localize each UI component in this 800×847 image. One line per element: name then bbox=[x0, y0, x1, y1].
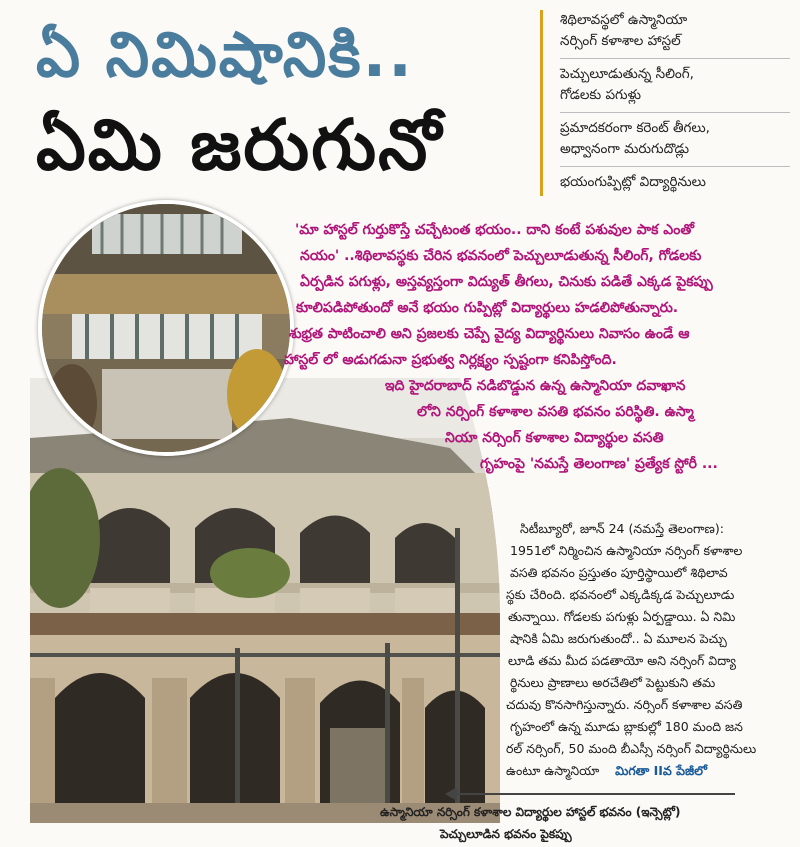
highlight-line: గోడలకు పగుళ్లు bbox=[560, 87, 642, 103]
body-line: వసతి భవనం ప్రస్తుతం పూర్తిస్థాయిలో శిథిలావ bbox=[510, 565, 728, 580]
body-line: రల్ నర్సింగ్, 50 మంది బీఎస్సీ నర్సింగ్ విద్యార్థినులు bbox=[506, 741, 757, 756]
caption-arrow-line bbox=[455, 793, 735, 795]
inset-ceiling-photo bbox=[38, 200, 294, 456]
body-line: షానికి ఏమి జరుగుతుందో.. ఏ మూలన పెచ్చు bbox=[510, 631, 727, 646]
intro-line: ఇది హైదరాబాద్ నడిబొడ్డున ఉన్న ఉస్మానియా దవాఖాన bbox=[385, 378, 686, 394]
body-last-text: ఉంటూ ఉస్మానియా bbox=[506, 763, 600, 778]
highlights-divider bbox=[560, 112, 790, 113]
hostel-building-photo bbox=[30, 378, 500, 823]
highlight-line: అధ్వానంగా మరుగుదొడ్లు bbox=[560, 141, 690, 157]
highlight-line: పెచ్చులూడుతున్న సీలింగ్, bbox=[560, 66, 694, 82]
body-line: చదువు కొనసాగిస్తున్నారు. నర్సింగ్ కళాశాల వసతి bbox=[506, 697, 743, 712]
body-line: ర్థినులు ప్రాణాలు అరచేతిలో పెట్టుకుని తమ bbox=[510, 675, 716, 690]
highlight-line: నర్సింగ్ కళాశాల హాస్టల్ bbox=[560, 33, 681, 49]
ceiling-damage-illustration bbox=[42, 204, 290, 452]
highlight-line: భయంగుప్పిట్లో విద్యార్థినులు bbox=[560, 174, 706, 190]
highlights-divider bbox=[560, 58, 790, 59]
body-line-last bbox=[506, 760, 707, 782]
body-line: 1951లో నిర్మించిన ఉస్మానియా నర్సింగ్ కళాశాల bbox=[510, 543, 743, 558]
intro-line: హాస్టల్ లో అడుగడునా ప్రభుత్వ నిర్లక్ష్యం స్పష్టంగా కనిపిస్తోంది. bbox=[284, 352, 617, 368]
headline-line-2: ఏమి జరుగునో bbox=[36, 104, 443, 186]
continued-on-page-link[interactable]: మిగతా IIవ పేజీలో bbox=[615, 763, 708, 778]
body-line: గృహంలో ఉన్న మూడు బ్లాకుల్లో 180 మంది జన bbox=[510, 719, 743, 734]
headline-line-1: ఏ నిమిషానికి.. bbox=[36, 18, 414, 91]
intro-line: నయం' ..శిథిలావస్థకు చేరిన భవనంలో పెచ్చులూడుతున్న సీలింగ్, గోడలకు bbox=[300, 248, 702, 264]
intro-line: 'మా హాస్టల్ గుర్తుకొస్తే చచ్చేటంత భయం.. దాని కంటే పశువుల పాక ఎంతో bbox=[295, 222, 695, 238]
body-line: సిటీబ్యూరో, జూన్ 24 (నమస్తే తెలంగాణ): bbox=[520, 521, 724, 536]
intro-line: శుభ్రత పాటించాలి అని ప్రజలకు చెప్పే వైద్య విద్యార్థినులు నివాసం ఉండే ఆ bbox=[289, 326, 690, 342]
highlights-accent-bar bbox=[540, 10, 543, 196]
body-line: తున్నాయి. గోడలకు పగుళ్లు ఏర్పడ్డాయి. ఏ నిమి bbox=[508, 609, 736, 624]
intro-line: కూలిపడిపోతుందో అనే భయం గుప్పిట్లో విద్యార్థులు హడలిపోతున్నారు. bbox=[296, 300, 679, 316]
body-line: స్థకు చేరింది. భవనంలో ఎక్కడిక్కడ పెచ్చులూడు bbox=[506, 587, 735, 602]
intro-line: నియా నర్సింగ్ కళాశాల విద్యార్థుల వసతి bbox=[445, 430, 664, 446]
body-line: లూడి తమ మీద పడతాయో అని నర్సింగ్ విద్యా bbox=[508, 653, 736, 668]
highlight-line: శిథిలావస్థలో ఉస్మానియా bbox=[560, 12, 688, 28]
intro-line: గృహంపై 'నమస్తే తెలంగాణ' ప్రత్యేక స్టోరీ ... bbox=[480, 456, 718, 472]
photo-caption-line-2: పెచ్చులూడిన భవనం పైకప్పు bbox=[440, 827, 572, 841]
intro-line: లోని నర్సింగ్ కళాశాల వసతి భవనం పరిస్థితి. ఉస్మా bbox=[417, 404, 694, 420]
highlight-line: ప్రమాదకరంగా కరెంట్ తీగలు, bbox=[560, 120, 710, 136]
photo-caption-line-1: ఉస్మానియా నర్సింగ్ కళాశాల విద్యార్థుల హాస్టల్ భవనం (ఇన్సెట్లో) bbox=[380, 805, 681, 819]
highlights-divider bbox=[560, 166, 790, 167]
intro-line: ఏర్పడిన పగుళ్లు, అస్తవ్యస్తంగా విద్యుత్ తీగలు, చినుకు పడితే ఎక్కడ పైకప్పు bbox=[300, 274, 713, 290]
